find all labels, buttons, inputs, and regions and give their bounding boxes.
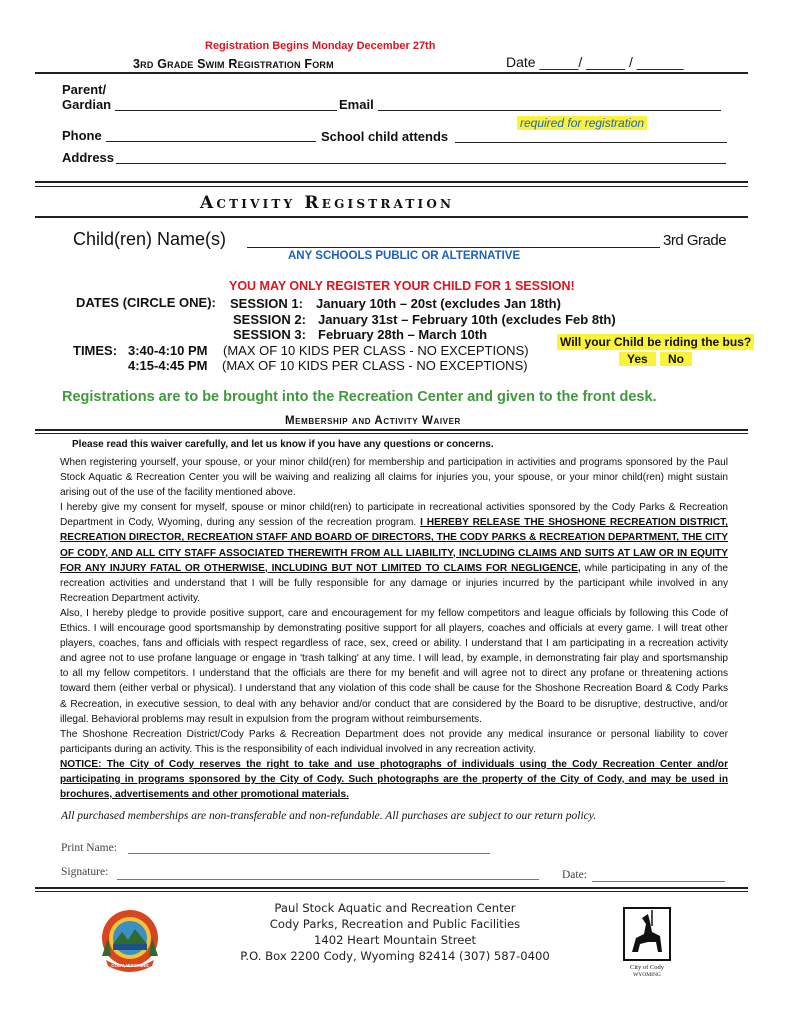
email-field[interactable] bbox=[378, 110, 721, 111]
print-name-field[interactable] bbox=[128, 853, 490, 854]
city-logo-caption-1: City of Cody bbox=[630, 964, 664, 971]
parent-label: Parent/ bbox=[62, 82, 107, 97]
address-field[interactable] bbox=[116, 163, 726, 164]
address-label: Address bbox=[62, 150, 115, 165]
waiver-title: Membership and Activity Waiver bbox=[285, 415, 461, 427]
time-slot-1-note: (MAX OF 10 KIDS PER CLASS - NO EXCEPTIONS) bbox=[223, 343, 529, 358]
waiver-paragraph-2-start: I hereby give my consent for myself, spouse or minor child(ren) to participate in recreational activities sponsored by the Cody Parks & Recreation Department in Cody, Wyoming, during any session of the recreation program. bbox=[60, 502, 728, 529]
session-1-label[interactable]: SESSION 1: bbox=[230, 296, 303, 311]
signature-field[interactable] bbox=[117, 879, 539, 880]
bus-yes-option[interactable]: Yes bbox=[619, 352, 656, 366]
signature-date-field[interactable] bbox=[592, 881, 725, 882]
activity-title-rule bbox=[35, 216, 748, 218]
footer-line-1: Paul Stock Aquatic and Recreation Center bbox=[274, 901, 516, 915]
section-rule-bottom bbox=[35, 186, 748, 187]
session-3-dates: February 28th – March 10th bbox=[318, 327, 488, 342]
registration-notice: Registration Begins Monday December 27th bbox=[205, 40, 436, 52]
recreation-seal-logo bbox=[100, 908, 160, 978]
grade-label: 3rd Grade bbox=[663, 232, 727, 249]
signature-label: Signature: bbox=[61, 866, 109, 878]
times-label: TIMES: bbox=[73, 343, 118, 358]
delivery-note: Registrations are to be brought into the Recreation Center and given to the front desk. bbox=[62, 389, 657, 405]
waiver-release-clause: I HEREBY RELEASE THE SHOSHONE RECREATION DISTRICT, RECREATION DIRECTOR, RECREATION STAFF AND BOARD OF DIRECTORS, THE CODY PARKS & RECREATION DEPARTMENT, THE CITY OF CODY, AND ALL CITY STAFF ASSOCIATED THEREWITH FROM ALL LIABILITY, INCLUDING CLAIMS AND SUITS AT LAW OR IN EQUITY FOR ANY INJURY FATAL OR OTHERWISE, INCLUDING BUT NOT LIMITED TO CLAIMS FOR NEGLIGENCE, bbox=[60, 517, 728, 574]
session-2-label[interactable]: SESSION 2: bbox=[233, 312, 306, 327]
footer-line-3: 1402 Heart Mountain Street bbox=[313, 933, 477, 947]
waiver-rule-bottom bbox=[35, 433, 748, 434]
waiver-rule-top bbox=[35, 429, 748, 431]
required-note: required for registration bbox=[517, 116, 647, 130]
school-field[interactable] bbox=[455, 142, 727, 143]
waiver-notice-text: NOTICE: The City of Cody reserves the right to take and use photographs of individuals using the Cody Recreation Center and/or participating in programs sponsored by the City of Cody. Such photographs are the property of the City of Cody, and may be used in brochures, advertisements and other promotional materials. bbox=[60, 758, 728, 801]
activity-title: Activity Registration bbox=[200, 193, 455, 213]
footer-address bbox=[200, 900, 590, 964]
one-session-warning: YOU MAY ONLY REGISTER YOUR CHILD FOR 1 SESSION! bbox=[229, 279, 575, 293]
footer-rule-bottom bbox=[35, 891, 748, 892]
footer-line-4: P.O. Box 2200 Cody, Wyoming 82414 (307) 587-0400 bbox=[240, 949, 550, 963]
guardian-field[interactable] bbox=[115, 110, 337, 111]
time-slot-2-note: (MAX OF 10 KIDS PER CLASS - NO EXCEPTIONS) bbox=[222, 358, 528, 373]
bus-question: Will your Child be riding the bus? bbox=[557, 334, 754, 350]
nonrefund-note: All purchased memberships are non-transferable and non-refundable. All purchases are subject to our return policy. bbox=[61, 810, 597, 822]
waiver-paragraph-2-end: while participating in any of the recreation activities and understand that I will be fully responsible for any damage or injuries incurred by the participant while involved in any Recreation Department activity. bbox=[60, 562, 728, 604]
footer-line-2: Cody Parks, Recreation and Public Facilities bbox=[269, 917, 521, 931]
time-slot-1: 3:40-4:10 PM bbox=[128, 343, 208, 358]
session-1-dates: January 10th – 20st (excludes Jan 18th) bbox=[316, 296, 561, 311]
child-names-field[interactable] bbox=[247, 247, 660, 248]
phone-field[interactable] bbox=[106, 141, 316, 142]
waiver-paragraph-2 bbox=[60, 500, 728, 606]
section-rule-top bbox=[35, 181, 748, 183]
recreation-seal-caption: CODY, WYOMING bbox=[111, 963, 149, 968]
waiver-paragraph-4: The Shoshone Recreation District/Cody Parks & Recreation Department does not provide any medical insurance or personal liability to cover participants during an activity. This is the responsibility of each individual involved in any recreation activity. bbox=[60, 728, 728, 755]
session-3-label[interactable]: SESSION 3: bbox=[233, 327, 306, 342]
dates-label: DATES (CIRCLE ONE): bbox=[76, 295, 216, 310]
city-logo-caption-2: WYOMING bbox=[633, 972, 661, 978]
phone-label: Phone bbox=[62, 128, 102, 143]
waiver-intro: Please read this waiver carefully, and let us know if you have any questions or concerns. bbox=[72, 439, 494, 450]
footer-rule-top bbox=[35, 887, 748, 889]
schools-note: ANY SCHOOLS PUBLIC OR ALTERNATIVE bbox=[288, 250, 521, 262]
waiver-paragraph-3: Also, I hereby pledge to provide positive support, care and encouragement for my fellow competitors and league officials by following this Code of Ethics. I will encourage good sportsmanship by demonstrating positive support for all players, coaches and officials at every game. I will treat other players, coaches, fans and officials with respect regardless of race, sex, creed or ability. I understand that I am participating in a recreation activity and agree not to use profane language or engage in 'trash talking' at any time. I will lead, by example, in demonstrating fair play and sportsmanship to all my fellow competitors. I understand that the officials are there for my benefit and will agree not to direct any profane or threatening actions toward them (either verbal or physical). I understand that any violation of this code shall be cause for the Shoshone Recreation Board & Cody Parks & Recreation, in executive session, to deal with any behavior and/or conduct that are considered by the Board to be disruptive, destructive, and/or illegal. Behavioral problems may result in expulsion from the program without reimbursements. bbox=[60, 607, 728, 725]
school-label: School child attends bbox=[321, 129, 449, 144]
child-names-label: Child(ren) Name(s) bbox=[73, 229, 227, 249]
header-date-label: Date _____/ _____ / ______ bbox=[506, 54, 684, 70]
waiver-body bbox=[60, 455, 728, 802]
header-rule bbox=[35, 72, 748, 74]
signature-date-label: Date: bbox=[562, 869, 587, 881]
form-title: 3rd Grade Swim Registration Form bbox=[133, 57, 334, 71]
time-slot-2: 4:15-4:45 PM bbox=[128, 358, 208, 373]
waiver-notice bbox=[60, 757, 728, 802]
bus-no-option[interactable]: No bbox=[660, 352, 692, 366]
waiver-paragraph-1: When registering yourself, your spouse, or your minor child(ren) for membership and participation in activities and programs sponsored by the Paul Stock Aquatic & Recreation Center you will be waiving and realizing all claims for injuries you, your spouse, or your minor child(ren) might sustain arising out of the use of the facility mentioned above. bbox=[60, 457, 728, 499]
session-2-dates: January 31st – February 10th (excludes Feb 8th) bbox=[318, 312, 616, 327]
email-label: Email bbox=[339, 97, 374, 112]
guardian-label: Gardian bbox=[62, 97, 112, 112]
print-name-label: Print Name: bbox=[61, 842, 117, 854]
city-of-cody-logo bbox=[622, 906, 672, 980]
